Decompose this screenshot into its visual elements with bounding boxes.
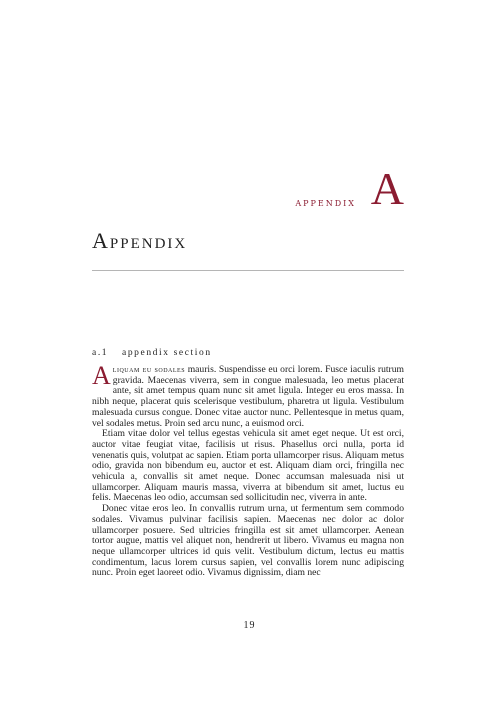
chapter-title: Appendix: [92, 228, 188, 253]
chapter-heading: [92, 163, 404, 220]
section-heading: [92, 348, 212, 358]
section-title: appendix section: [122, 348, 212, 358]
paragraph-2: Etiam vitae dolor vel tellus egestas vehicula sit amet eget neque. Ut est orci, auctor vitae feugiat vitae, facilisis ut risus. Phasellus orci nulla, porta id venenatis quis, volutpat ac sapien. Etiam porta ullamcorper risus. Aliquam metus odio, gravida non bibendum eu, auctor et est. Aliquam diam orci, fringilla nec vehicula a, convallis sit amet neque. Donec accumsan malesuada nisi ut ullamcorper. Aliquam mauris massa, viverra at bibendum sit amet, luctus eu felis. Maecenas leo odio, accumsan sed sollicitudin nec, viverra in ante.: [92, 428, 404, 504]
chapter-letter: A: [370, 163, 404, 214]
paragraph-1-lead: liquam eu sodales: [112, 364, 186, 374]
section-number: a.1: [92, 348, 109, 358]
paragraph-3: Donec vitae eros leo. In convallis rutrum urna, ut fermentum sem commodo sodales. Vivamus pulvinar facilisis sapien. Maecenas nec dolor ac dolor ullamcorper posuere. Sed ultricies fringilla est sit amet ullamcorper. Aenean tortor augue, mattis vel aliquet non, hendrerit ut libero. Vivamus eu magna non neque ullamcorper ultrices id quis velit. Vestibulum dictum, lectus eu mattis condimentum, lacus lorem cursus sapien, vel convallis lorem nunc adipiscing nunc. Proin eget laoreet odio. Vivamus dignissim, diam nec: [92, 503, 404, 579]
paragraph-1-text: mauris. Suspendisse eu orci lorem. Fusce iaculis rutrum gravida. Maecenas viverra, sem in congue malesuada, leo metus placerat ante, sit amet tempus quam nunc sit amet ligula. Integer eu eros massa. In nibh neque, placerat quis scelerisque vestibulum, pharetra ut ligula. Vestibulum malesuada cursus congue. Donec vitae auctor nunc. Pellentesque in metus quam, vel sodales metus. Proin sed arcu nunc, a euismod orci.: [92, 364, 404, 429]
page-number: 19: [243, 620, 256, 631]
drop-cap: A: [92, 361, 111, 390]
paragraph-1: [92, 361, 404, 429]
chapter-label: appendix: [295, 196, 356, 209]
heading-divider: [92, 270, 404, 271]
body-text: [92, 361, 404, 579]
